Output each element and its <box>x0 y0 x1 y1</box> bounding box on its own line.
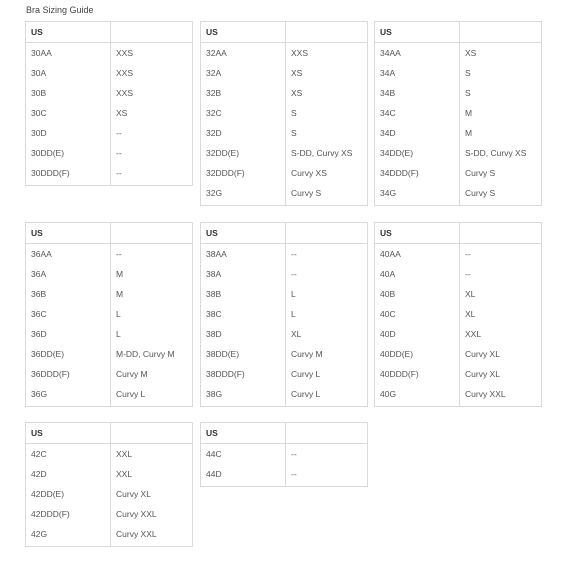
table-row <box>26 504 193 524</box>
us-size-cell: 30DD(E) <box>26 143 111 163</box>
us-size-cell: 36B <box>26 284 111 304</box>
us-size-cell: 32A <box>201 63 286 83</box>
table-row <box>201 244 368 265</box>
us-size-cell: 38C <box>201 304 286 324</box>
table-row <box>375 244 542 265</box>
fit-size-cell: Curvy S <box>286 183 368 206</box>
fit-size-cell: XL <box>460 284 542 304</box>
fit-size-cell: -- <box>460 264 542 284</box>
size-header <box>460 223 542 244</box>
size-header <box>460 22 542 43</box>
us-size-cell: 36C <box>26 304 111 324</box>
size-table <box>374 21 542 206</box>
table-row <box>201 464 368 487</box>
us-size-cell: 44D <box>201 464 286 487</box>
fit-size-cell: M <box>460 123 542 143</box>
fit-size-cell: -- <box>286 244 368 265</box>
table-row <box>26 344 193 364</box>
fit-size-cell: XS <box>286 63 368 83</box>
table-row <box>201 183 368 206</box>
table-row <box>26 83 193 103</box>
fit-size-cell: Curvy XXL <box>111 504 193 524</box>
us-size-header: US <box>26 223 111 244</box>
us-size-header: US <box>201 22 286 43</box>
us-size-header: US <box>375 223 460 244</box>
us-size-header: US <box>26 423 111 444</box>
fit-size-cell: -- <box>111 123 193 143</box>
fit-size-cell: Curvy L <box>111 384 193 407</box>
fit-size-cell: S <box>286 123 368 143</box>
us-size-cell: 36D <box>26 324 111 344</box>
table-row <box>201 304 368 324</box>
fit-size-cell: XS <box>286 83 368 103</box>
us-size-cell: 42DD(E) <box>26 484 111 504</box>
us-size-cell: 34A <box>375 63 460 83</box>
table-row <box>26 103 193 123</box>
us-size-cell: 32C <box>201 103 286 123</box>
size-table <box>200 422 368 487</box>
size-table <box>200 21 368 206</box>
us-size-cell: 38A <box>201 264 286 284</box>
us-size-cell: 42D <box>26 464 111 484</box>
table-row <box>375 43 542 64</box>
fit-size-cell: XL <box>286 324 368 344</box>
us-size-cell: 34DD(E) <box>375 143 460 163</box>
us-size-cell: 40DD(E) <box>375 344 460 364</box>
table-row <box>201 43 368 64</box>
us-size-cell: 34DDD(F) <box>375 163 460 183</box>
size-header <box>111 22 193 43</box>
table-header-row <box>201 223 368 244</box>
fit-size-cell: -- <box>111 244 193 265</box>
table-row <box>26 284 193 304</box>
table-row <box>375 364 542 384</box>
table-row <box>375 103 542 123</box>
table-row <box>26 524 193 547</box>
us-size-cell: 34B <box>375 83 460 103</box>
us-size-cell: 32AA <box>201 43 286 64</box>
fit-size-cell: S <box>286 103 368 123</box>
table-row <box>375 183 542 206</box>
fit-size-cell: S <box>460 63 542 83</box>
fit-size-cell: XL <box>460 304 542 324</box>
us-size-cell: 32G <box>201 183 286 206</box>
fit-size-cell: XXL <box>111 464 193 484</box>
fit-size-cell: XXS <box>111 63 193 83</box>
table-row <box>26 244 193 265</box>
table-row <box>375 264 542 284</box>
table-row <box>201 123 368 143</box>
fit-size-cell: -- <box>460 244 542 265</box>
fit-size-cell: -- <box>286 264 368 284</box>
table-header-row <box>375 223 542 244</box>
us-size-cell: 38B <box>201 284 286 304</box>
us-size-cell: 38DD(E) <box>201 344 286 364</box>
fit-size-cell: L <box>286 304 368 324</box>
table-header-row <box>201 423 368 444</box>
us-size-header: US <box>201 423 286 444</box>
table-row <box>201 83 368 103</box>
table-row <box>375 384 542 407</box>
table-row <box>26 304 193 324</box>
table-row <box>26 43 193 64</box>
fit-size-cell: -- <box>111 163 193 186</box>
us-size-cell: 42DDD(F) <box>26 504 111 524</box>
table-row <box>26 364 193 384</box>
us-size-cell: 32DD(E) <box>201 143 286 163</box>
fit-size-cell: -- <box>111 143 193 163</box>
us-size-cell: 30DDD(F) <box>26 163 111 186</box>
us-size-cell: 42C <box>26 444 111 465</box>
us-size-cell: 30C <box>26 103 111 123</box>
fit-size-cell: Curvy XL <box>460 364 542 384</box>
us-size-cell: 36DD(E) <box>26 344 111 364</box>
us-size-cell: 40C <box>375 304 460 324</box>
fit-size-cell: XS <box>111 103 193 123</box>
table-row <box>26 324 193 344</box>
size-header <box>286 223 368 244</box>
table-row <box>201 264 368 284</box>
table-row <box>26 464 193 484</box>
fit-size-cell: XXS <box>111 83 193 103</box>
fit-size-cell: S-DD, Curvy XS <box>286 143 368 163</box>
fit-size-cell: M-DD, Curvy M <box>111 344 193 364</box>
fit-size-cell: Curvy XS <box>286 163 368 183</box>
us-size-cell: 40D <box>375 324 460 344</box>
table-header-row <box>375 22 542 43</box>
us-size-cell: 30A <box>26 63 111 83</box>
table-row <box>26 384 193 407</box>
fit-size-cell: Curvy M <box>286 344 368 364</box>
us-size-cell: 30D <box>26 123 111 143</box>
us-size-cell: 36DDD(F) <box>26 364 111 384</box>
size-header <box>286 22 368 43</box>
table-header-row <box>26 223 193 244</box>
us-size-cell: 30B <box>26 83 111 103</box>
us-size-cell: 40AA <box>375 244 460 265</box>
fit-size-cell: Curvy S <box>460 183 542 206</box>
us-size-cell: 36A <box>26 264 111 284</box>
us-size-cell: 44C <box>201 444 286 465</box>
fit-size-cell: -- <box>286 444 368 465</box>
size-table <box>25 422 193 547</box>
us-size-cell: 38G <box>201 384 286 407</box>
table-row <box>201 364 368 384</box>
fit-size-cell: M <box>111 284 193 304</box>
table-row <box>201 284 368 304</box>
table-row <box>26 444 193 465</box>
table-row <box>26 123 193 143</box>
fit-size-cell: Curvy L <box>286 384 368 407</box>
us-size-cell: 34C <box>375 103 460 123</box>
table-row <box>26 143 193 163</box>
table-row <box>26 163 193 186</box>
fit-size-cell: Curvy M <box>111 364 193 384</box>
us-size-header: US <box>26 22 111 43</box>
fit-size-cell: Curvy XXL <box>460 384 542 407</box>
us-size-cell: 38AA <box>201 244 286 265</box>
us-size-cell: 36AA <box>26 244 111 265</box>
us-size-cell: 40DDD(F) <box>375 364 460 384</box>
fit-size-cell: XXS <box>111 43 193 64</box>
page-title: Bra Sizing Guide <box>26 5 94 15</box>
table-header-row <box>26 423 193 444</box>
table-row <box>201 63 368 83</box>
fit-size-cell: XXL <box>111 444 193 465</box>
us-size-cell: 40G <box>375 384 460 407</box>
table-row <box>201 384 368 407</box>
fit-size-cell: Curvy L <box>286 364 368 384</box>
table-row <box>375 63 542 83</box>
table-row <box>375 143 542 163</box>
us-size-cell: 40B <box>375 284 460 304</box>
fit-size-cell: Curvy XL <box>460 344 542 364</box>
size-header <box>111 223 193 244</box>
table-row <box>375 304 542 324</box>
fit-size-cell: Curvy XL <box>111 484 193 504</box>
size-header <box>286 423 368 444</box>
table-row <box>26 63 193 83</box>
table-row <box>375 344 542 364</box>
us-size-cell: 38DDD(F) <box>201 364 286 384</box>
table-row <box>375 284 542 304</box>
table-row <box>201 163 368 183</box>
fit-size-cell: XXL <box>460 324 542 344</box>
table-row <box>201 143 368 163</box>
fit-size-cell: L <box>111 324 193 344</box>
fit-size-cell: Curvy XXL <box>111 524 193 547</box>
table-row <box>26 264 193 284</box>
us-size-cell: 34D <box>375 123 460 143</box>
table-row <box>201 103 368 123</box>
us-size-header: US <box>201 223 286 244</box>
fit-size-cell: -- <box>286 464 368 487</box>
size-table <box>200 222 368 407</box>
table-row <box>201 444 368 465</box>
fit-size-cell: S-DD, Curvy XS <box>460 143 542 163</box>
us-size-cell: 34AA <box>375 43 460 64</box>
table-row <box>375 324 542 344</box>
table-row <box>375 163 542 183</box>
us-size-cell: 42G <box>26 524 111 547</box>
us-size-cell: 40A <box>375 264 460 284</box>
fit-size-cell: M <box>460 103 542 123</box>
fit-size-cell: Curvy S <box>460 163 542 183</box>
fit-size-cell: L <box>286 284 368 304</box>
table-row <box>26 484 193 504</box>
us-size-cell: 32DDD(F) <box>201 163 286 183</box>
fit-size-cell: L <box>111 304 193 324</box>
table-row <box>375 123 542 143</box>
us-size-cell: 36G <box>26 384 111 407</box>
us-size-cell: 34G <box>375 183 460 206</box>
size-header <box>111 423 193 444</box>
fit-size-cell: S <box>460 83 542 103</box>
us-size-cell: 38D <box>201 324 286 344</box>
table-header-row <box>26 22 193 43</box>
us-size-cell: 30AA <box>26 43 111 64</box>
size-table <box>25 21 193 186</box>
table-row <box>201 324 368 344</box>
size-table <box>374 222 542 407</box>
fit-size-cell: XS <box>460 43 542 64</box>
us-size-cell: 32D <box>201 123 286 143</box>
us-size-cell: 32B <box>201 83 286 103</box>
table-row <box>201 344 368 364</box>
table-row <box>375 83 542 103</box>
size-table <box>25 222 193 407</box>
fit-size-cell: XXS <box>286 43 368 64</box>
table-header-row <box>201 22 368 43</box>
fit-size-cell: M <box>111 264 193 284</box>
us-size-header: US <box>375 22 460 43</box>
